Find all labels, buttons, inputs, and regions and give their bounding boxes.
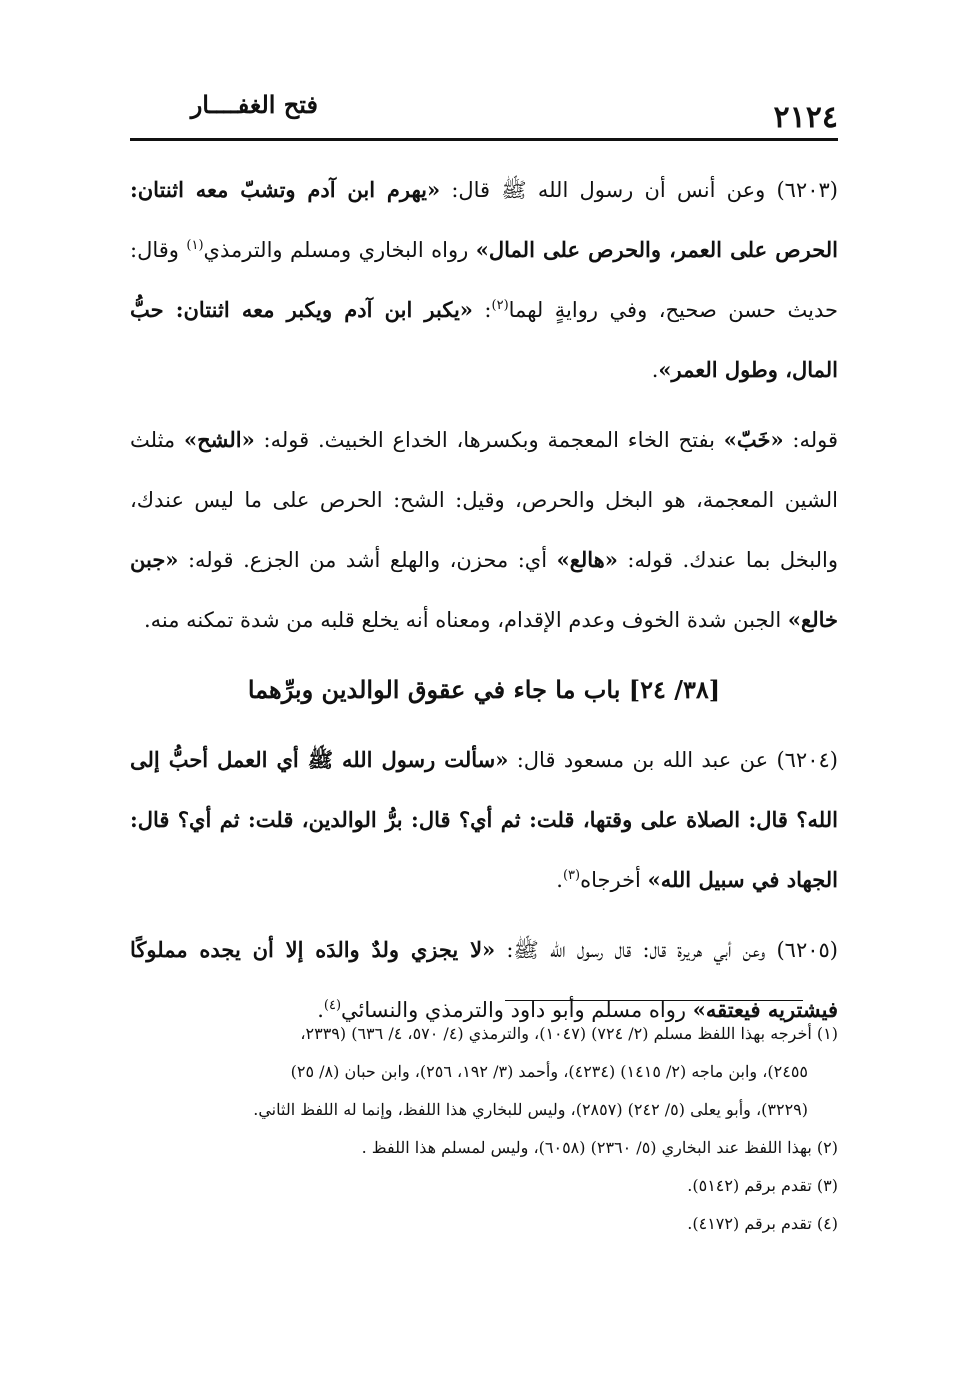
commentary-text: قوله:	[783, 428, 838, 452]
page-header	[130, 90, 838, 134]
hadith-6203	[130, 160, 838, 400]
hadith-intro: وعن أبي هريرة قال: قال رسول الله ﷺ:	[495, 938, 766, 962]
period: .	[317, 998, 324, 1022]
commentary-text: أي: محزن، والهلع أشد من الجزع. قوله:	[178, 548, 557, 572]
commentary-text: بفتح الخاء المعجمة وبكسرها، الخداع الخبيث. قوله:	[254, 428, 724, 452]
footnote-2: (٢) بهذا اللفظ عند البخاري (٥/ ٢٣٦٠) (٦٠٥٨)، وليس لمسلم هذا اللفظ .	[361, 1138, 838, 1157]
hadith-6204	[130, 730, 838, 910]
hadith-source: رواه البخاري ومسلم والترمذي	[203, 238, 476, 262]
hadith-matn: «لا يجزي ولدٌ والدَه إلا أن يجده مملوكًا فيشتريه فيعتقه»	[130, 937, 838, 1022]
commentary	[130, 410, 838, 650]
hadith-source: أخرجاه	[580, 868, 648, 892]
hadith-matn: «سألت رسول الله ﷺ أي العمل أحبُّ إلى الله؟ قال: الصلاة على وقتها، قلت: ثم أي؟ قال: برُّ الوالدين، قلت: ثم أي؟ قال: الجهاد في سبيل الله»	[130, 747, 838, 892]
keyword: «الشح»	[183, 427, 255, 452]
period: .	[556, 868, 563, 892]
hadith-intro: عن عبد الله بن مسعود قال:	[508, 748, 769, 772]
footnote-ref-3: (٣)	[562, 868, 581, 883]
footnote-ref-4: (٤)	[323, 998, 342, 1013]
hadith-matn: «يهرم ابن آدم وتشبّ معه اثنتان: الحرص على العمر، والحرص على المال»	[130, 177, 838, 262]
hadith-grading: وقال: حديث حسن صحيح، وفي روايةٍ لهما	[130, 238, 838, 322]
main-text	[130, 160, 838, 1050]
footnote-ref-1: (١)	[186, 238, 204, 253]
hadith-number: (٦٢٠٤)	[776, 748, 838, 772]
keyword: «خَبّ»	[723, 427, 784, 452]
chapter-heading: [٣٨/ ٢٤] باب ما جاء في عقوق الوالدين وبرِّهما	[247, 675, 721, 704]
hadith-intro: وعن أنس أن رسول الله ﷺ قال:	[440, 178, 766, 202]
footnote-3: (٣) تقدم برقم (٥١٤٢).	[687, 1176, 838, 1195]
running-title: فتح الغفــــار	[190, 90, 318, 119]
footnotes	[130, 1015, 838, 1243]
footnote-separator	[505, 1000, 803, 1001]
footnote-4: (٤) تقدم برقم (٤١٧٢).	[687, 1214, 838, 1233]
footnote-1-line-3: (٣٢٢٩)، وأبو يعلى (٥/ ٢٤٢) (٢٨٥٧)، وليس للبخاري هذا اللفظ، وإنما له اللفظ الثاني.	[253, 1100, 808, 1119]
colon: :	[472, 298, 492, 322]
hadith-number: (٦٢٠٥)	[776, 938, 838, 962]
footnote-ref-2: (٢)	[491, 298, 509, 313]
footnote-1-line-1: (١) أخرجه بهذا اللفظ مسلم (٢/ ٧٢٤) (١٠٤٧)، والترمذي (٤/ ٥٧٠، ٤/ ٦٣٦) (٢٣٣٩،	[300, 1024, 838, 1043]
footnote-1-line-2: ٢٤٥٥)، وابن ماجه (٢/ ١٤١٥) (٤٢٣٤)، وأحمد (٣/ ١٩٢، ٢٥٦)، وابن حبان (٨/ ٢٥)	[290, 1062, 808, 1081]
hadith-matn-alt: «يكبر ابن آدم ويكبر معه اثنتان: حبُّ المال، وطول العمر»	[130, 297, 838, 382]
period: .	[651, 358, 659, 382]
keyword: «هالع»	[556, 547, 618, 572]
header-rule	[130, 138, 838, 141]
commentary-text: مثلث الشين المعجمة، هو البخل والحرص، وقيل: الشح: الحرص على ما ليس عندك، والبخل بما عندك. قوله:	[130, 428, 838, 572]
keyword: «جبن خالع»	[130, 547, 838, 632]
commentary-text: الجبن شدة الخوف وعدم الإقدام، ومعناه أنه يخلع قلبه من شدة تمكنه منه.	[143, 608, 788, 632]
hadith-source: رواه مسلم وأبو داود والترمذي والنسائي	[341, 998, 693, 1022]
page-number: ٢١٢٤	[773, 100, 838, 135]
hadith-number: (٦٢٠٣)	[776, 178, 838, 202]
